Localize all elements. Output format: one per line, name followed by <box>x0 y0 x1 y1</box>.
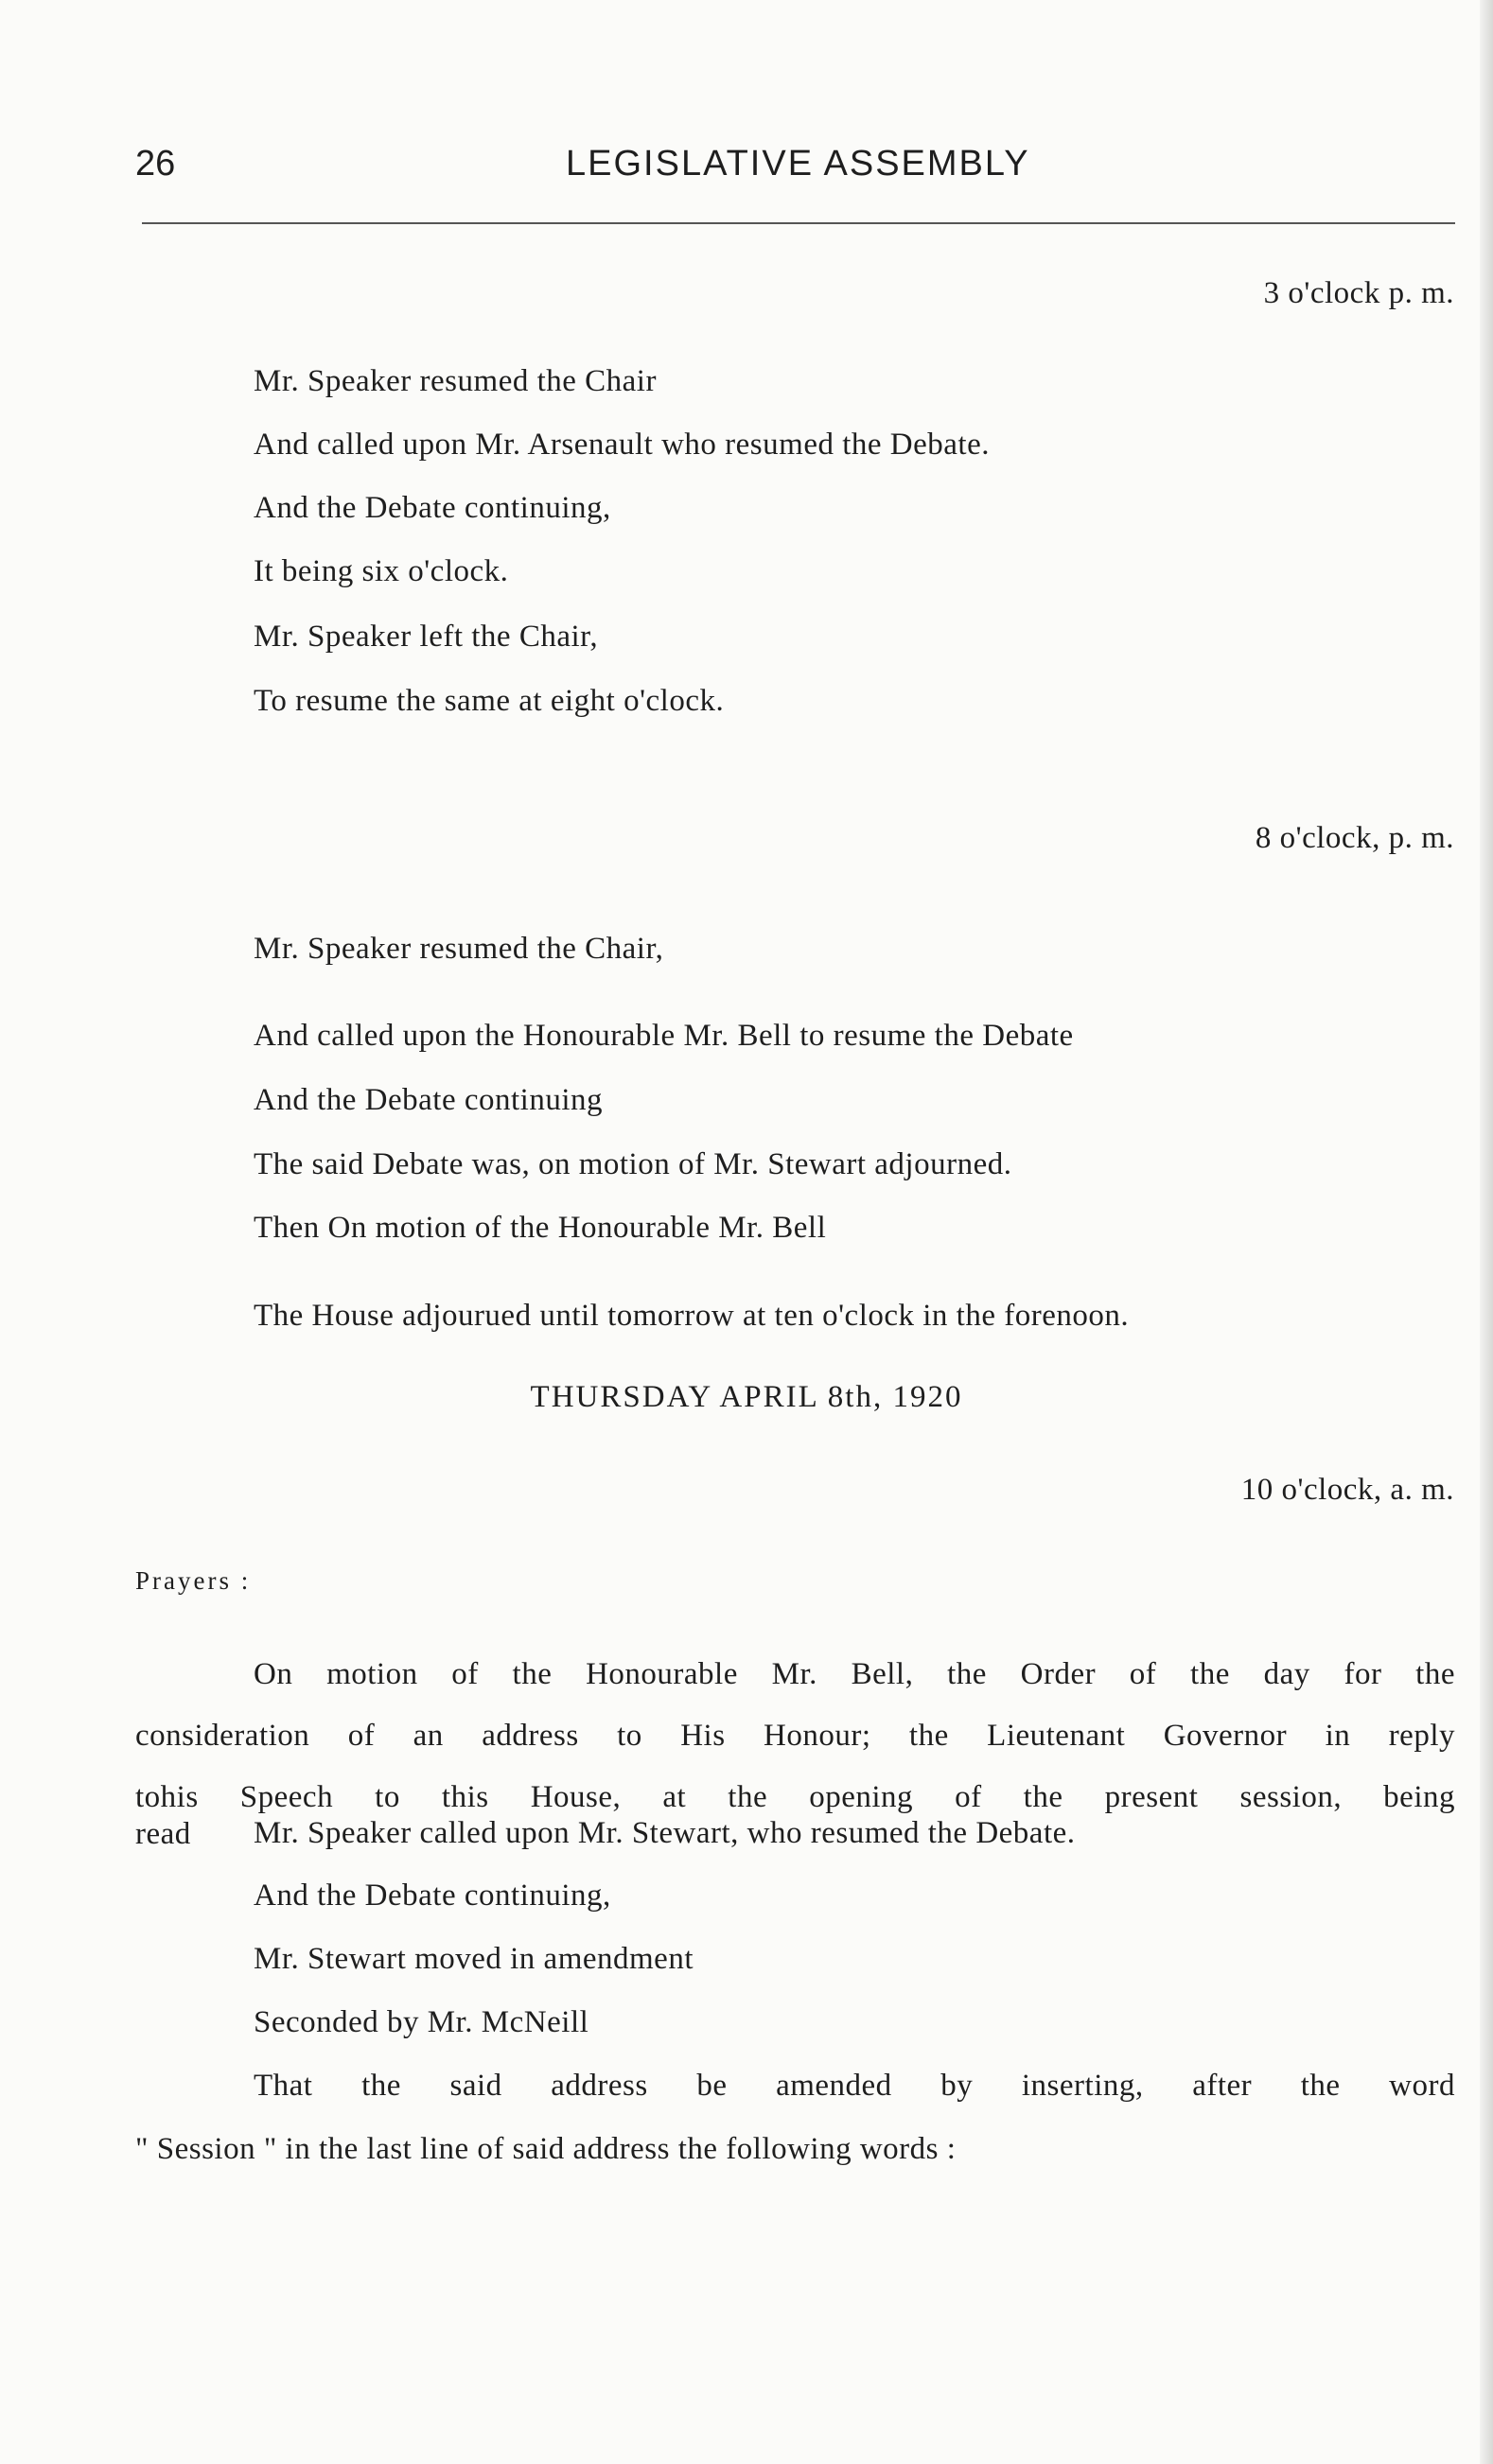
minute-line: Mr. Speaker left the Chair, <box>254 620 599 654</box>
minute-line: Seconded by Mr. McNeill <box>254 2005 589 2039</box>
page-edge-shadow <box>1480 0 1493 2464</box>
minute-line: Mr. Speaker resumed the Chair <box>254 364 657 398</box>
header-rule <box>142 222 1455 224</box>
time-stamp-10am: 10 o'clock, a. m. <box>1240 1473 1454 1507</box>
date-heading: THURSDAY APRIL 8th, 1920 <box>530 1380 963 1414</box>
minute-line: The said Debate was, on motion of Mr. Stewart adjourned. <box>254 1147 1012 1181</box>
minute-line: And called upon the Honourable Mr. Bell to resume the Debate <box>254 1019 1074 1053</box>
minute-line: Mr. Stewart moved in amendment <box>254 1942 694 1976</box>
minute-line: Then On motion of the Honourable Mr. Bell <box>254 1211 827 1245</box>
paragraph-line: consideration of an address to His Honour; the Lieutenant Governor in reply <box>135 1719 1455 1753</box>
amendment-line: " Session " in the last line of said address the following words : <box>135 2132 957 2166</box>
time-stamp-3pm: 3 o'clock p. m. <box>1263 276 1454 310</box>
minute-line: Mr. Speaker called upon Mr. Stewart, who resumed the Debate. <box>254 1816 1076 1850</box>
minute-line: And the Debate continuing, <box>254 1879 611 1913</box>
amendment-line: That the said address be amended by inserting, after the word <box>254 2069 1455 2103</box>
minute-line: And the Debate continuing <box>254 1083 603 1117</box>
time-stamp-8pm: 8 o'clock, p. m. <box>1255 821 1454 855</box>
minute-line: And the Debate continuing, <box>254 491 611 525</box>
minute-line: And called upon Mr. Arsenault who resumed the Debate. <box>254 428 990 462</box>
paragraph-line: On motion of the Honourable Mr. Bell, the Order of the day for the <box>254 1657 1455 1691</box>
minute-line: The House adjourued until tomorrow at ten o'clock in the forenoon. <box>254 1299 1130 1333</box>
paragraph-line: read <box>135 1817 191 1851</box>
paragraph-line: tohis Speech to this House, at the opening of the present session, being <box>135 1780 1455 1814</box>
running-title: LEGISLATIVE ASSEMBLY <box>566 144 1030 183</box>
prayers-heading: Prayers : <box>135 1566 252 1595</box>
minute-line: Mr. Speaker resumed the Chair, <box>254 932 664 966</box>
minute-line: To resume the same at eight o'clock. <box>254 684 725 718</box>
page-number: 26 <box>135 144 176 183</box>
minute-line: It being six o'clock. <box>254 554 509 588</box>
